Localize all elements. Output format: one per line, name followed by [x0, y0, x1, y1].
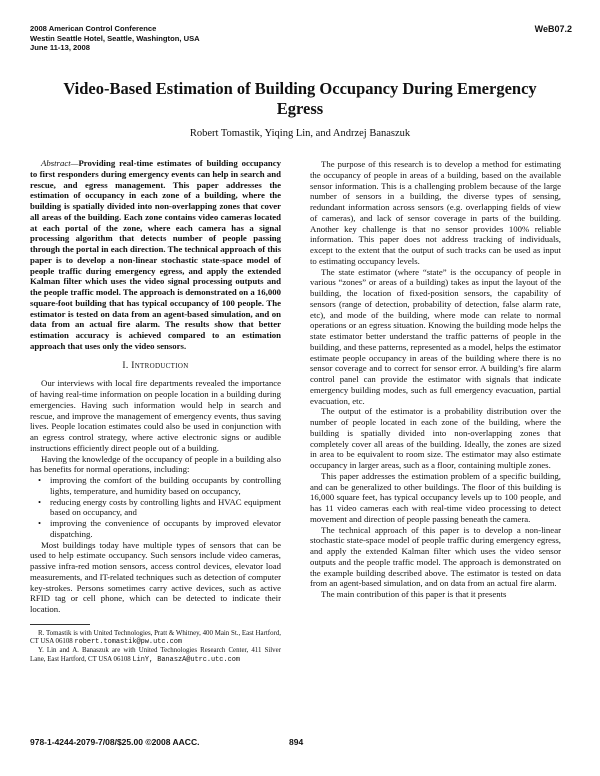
- bullet-icon: •: [38, 518, 42, 528]
- footnote-2: Y. Lin and A. Banaszuk are with United Technologies Research Center, 411 Silver Lane, East Hartford, CT USA 06108 LinY, BanaszA@utrc.utc.com: [30, 646, 281, 664]
- benefits-list: [30, 475, 281, 540]
- list-item: • improving the comfort of the building occupants by controlling lights, temperature, and humidity based on occupancy,: [38, 475, 281, 496]
- abstract-text: Providing real-time estimates of building occupancy to first responders during emergency events can help in search and rescue, and egress management. This paper addresses the estimation of occupancy in each zone of a building, where the building is spatially divided into non-overlapping zones that cover all areas of the building. Each zone contains video cameras located at each portal of the zone, where each camera has a signal processing algorithm that detects number of people passing through the portal in each direction. The technical approach of this paper is to develop a non-linear stochastic state-space model of people traffic during emergency egress, and apply the extended Kalman filter which uses the video signal processing outputs and the people traffic model. The approach is demonstrated on a 16,000 square-foot building that has typical occupancy of 100 people. The estimator is tested on data from an agent-based simulation, and on data from an actual fire alarm. The results show that better estimation accuracy is achieved compared to an estimation approach that uses only the video sensors.: [30, 158, 281, 351]
- intro-paragraph-2: Having the knowledge of the occupancy of people in a building also has benefits for normal operations, including:: [30, 453, 281, 475]
- intro-paragraph-3: Most buildings today have multiple types of sensors that can be used to help estimate occupancy. Such sensors include video cameras, passive infra-red motion sensors, access control devices, elevator load measurements, and IT-related techniques such as detection of computer key-strokes. Persons sometimes carry active devices, such as active RFID tag or cell phone, which can be detected to indicate their location.: [30, 539, 281, 614]
- intro-paragraph-1: Our interviews with local fire departments revealed the importance of having real-time information on people location in a building during emergencies. Having such information would help in search and rescue, and improve the management of emergency events, thus saving lives. People location estimates could also be used in conjunction with an egress control strategy, where active electronic signs or audible instructions efficiently direct people out of a building.: [30, 378, 281, 453]
- abstract: Abstract—Providing real-time estimates of building occupancy to first responders during emergency events can help in search and rescue, and egress management. This paper addresses the estimation of occupancy in each zone of a building, where the building is spatially divided into non-overlapping zones that cover all areas of the building. Each zone contains video cameras located at each portal of the zone, where each camera has a signal processing algorithm that detects number of people passing through the portal in each direction. The technical approach of this paper is to develop a non-linear stochastic state-space model of people traffic during emergency egress, and apply the extended Kalman filter which uses the video signal processing outputs and the people traffic model. The approach is demonstrated on a 16,000 square-foot building that has typical occupancy of 100 people. The estimator is tested on data from an agent-based simulation, and on data from an actual fire alarm. The results show that better estimation accuracy is achieved compared to an estimation approach that uses only the video sensors.: [30, 158, 281, 351]
- body-paragraph: The purpose of this research is to develop a method for estimating the occupancy of people in areas of a building, based on the available sensor information. This is a challenging problem because of the large number of sensors in a building, the diverse types of sensing, redundant information across sensors (e.g. overlapping fields of view of cameras), and lack of sensor coverage in parts of the building. Another key challenge is that no sensor provides 100% reliable information. This paper does not address tracking of individuals, except to the extent that the output of such tracks can be used as input to estimating occupancy levels.: [310, 159, 561, 266]
- list-item: • reducing energy costs by controlling lights and HVAC equipment based on occupancy, and: [38, 496, 281, 518]
- right-column: [310, 159, 561, 600]
- left-column: [30, 158, 281, 664]
- footnotes: [30, 630, 281, 664]
- bullet-icon: •: [38, 496, 42, 507]
- footnote-1-email[interactable]: robert.tomastik@pw.utc.com: [74, 638, 183, 647]
- session-code: WeB07.2: [534, 24, 572, 34]
- conference-header: [30, 24, 200, 53]
- paper-title: Video-Based Estimation of Building Occupancy During Emergency Egress: [63, 79, 537, 118]
- section-heading-introduction: I. Introduction: [122, 360, 189, 371]
- conference-name: 2008 American Control Conference: [30, 24, 157, 33]
- footnote-divider: [30, 624, 90, 625]
- paper-authors: Robert Tomastik, Yiqing Lin, and Andrzej Banaszuk: [189, 128, 411, 139]
- body-paragraph: The main contribution of this paper is that it presents: [321, 589, 507, 599]
- conference-venue: Westin Seattle Hotel, Seattle, Washington, USA: [30, 33, 200, 43]
- footnote-1: R. Tomastik is with United Technologies, Pratt & Whitney, 400 Main St., East Hartford, CT USA 06108 robert.tomastik@pw.utc.com: [30, 629, 281, 647]
- conference-date: June 11-13, 2008: [30, 43, 90, 53]
- bullet-icon: •: [38, 475, 42, 485]
- body-paragraph: The output of the estimator is a probability distribution over the number of people located in each zone of the building, where the building is spatially divided into non-overlapping zones that completely cover all areas of the building. Ideally, the zones are sized in area to be equivalent to room size. The estimator may also estimate occupancy in larger areas, such as a floor, containing multiple zones.: [310, 406, 561, 470]
- abstract-label: Abstract: [41, 158, 71, 168]
- isbn-copyright: 978-1-4244-2079-7/08/$25.00 ©2008 AACC.: [30, 737, 200, 747]
- body-paragraph: The state estimator (where “state” is the occupancy of people in various “zones” or areas of a building) takes as input the layout of the building, the location of fixed-position sensors, the capability of sensors (range of detection, probability of detection, false alarm rate, etc), and mode of the building, where mode can relate to normal operations or an egress situation. Knowing the building mode helps the state estimator better understand the traffic patterns of people in the building, and these patterns, represented as a model, helps the estimator estimate people occupancy in areas of the building where there is no sensor coverage and to correct for sensor error. A building’s fire alarm control panel can provide the estimator with signals that indicate emergency building modes, such as full emergency evacuation, partial evacuation, etc.: [310, 266, 562, 406]
- list-item: • improving the convenience of occupants by improved elevator dispatching.: [38, 518, 281, 539]
- page-number: 894: [289, 737, 304, 747]
- body-paragraph: The technical approach of this paper is to develop a non-linear stochastic state-space model of people traffic during emergency egress, and apply the extended Kalman filter which uses the video sensor outputs and the people traffic model. The approach is demonstrated on the example building described above. The estimator is tested on data from an agent-based simulation, and on data from an actual fire alarm.: [310, 524, 561, 589]
- footnote-2-email[interactable]: LinY, BanaszA@utrc.utc.com: [132, 655, 240, 664]
- body-paragraph: This paper addresses the estimation problem of a specific building, and can be generalized to other buildings. The floor of this building is 16,000 square feet, has typical occupancy levels up to 100 people, and has 11 video cameras each with real-time video processing to detect movement and direction of people passing beneath the camera.: [310, 470, 561, 524]
